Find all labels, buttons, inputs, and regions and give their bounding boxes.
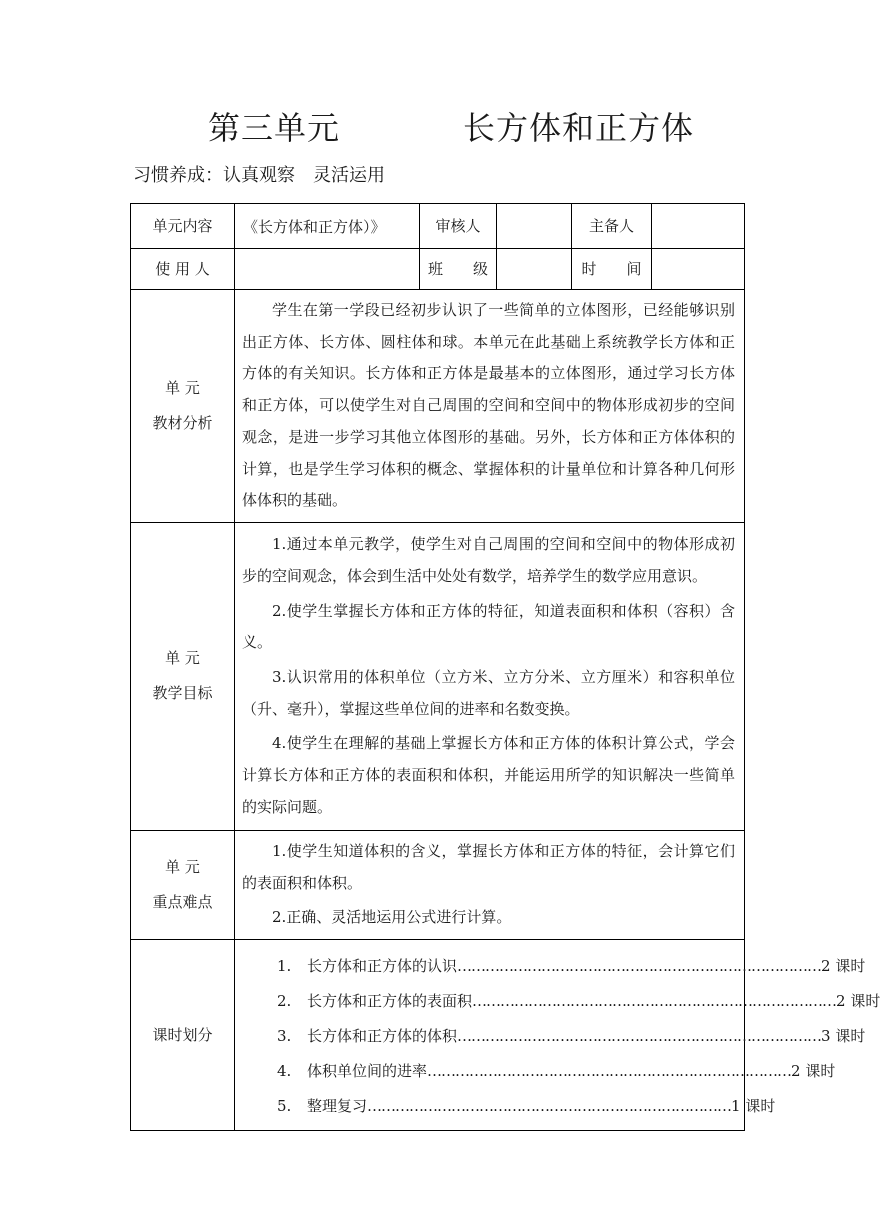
schedule-item-leader: ……………………………………………………………………: [457, 1027, 822, 1046]
schedule-item-topic: 长方体和正方体的表面积: [307, 992, 473, 1011]
schedule-item-duration: 2 课时: [821, 957, 866, 976]
header-row-2: [131, 249, 745, 290]
goals-label-line2: 教学目标: [152, 684, 213, 703]
schedule-item-duration: 2 课时: [836, 992, 880, 1011]
analysis-text: 学生在第一学段已经初步认识了一些简单的立体图形，已经能够识别出正方体、长方体、圆柱体和球。本单元在此基础上系统教学长方体和正方体的有关知识。长方体和正方体是最基本的立体图形，通过学习长方体和正方体，可以使学生对自己周围的空间和空间中的物体形成初步的空间观念，是进一步学习其他立体图形的基础。另外，长方体和正方体体积的计算，也是学生学习体积的概念、掌握体积的计量单位和计算各种几何形体体积的基础。: [242, 301, 735, 510]
user-value: [235, 249, 420, 290]
schedule-item-topic: 整理复习: [307, 1097, 368, 1116]
key-points-label: [131, 830, 235, 939]
schedule-item-number: 3.: [277, 1027, 292, 1046]
schedule-item-duration: 1 课时: [731, 1097, 776, 1116]
goal-item: 2.使学生掌握长方体和正方体的特征，知道表面积和体积（容积）含义。: [242, 601, 735, 652]
goals-label: [131, 522, 235, 830]
preparer-value: [652, 204, 745, 249]
preparer-label: 主备人: [572, 204, 652, 249]
analysis-row: [131, 290, 745, 523]
goal-item: 4.使学生在理解的基础上掌握长方体和正方体的体积计算公式，学会计算长方体和正方体的表面积和体积，并能运用所学的知识解决一些简单的实际问题。: [242, 734, 735, 816]
time-label: 时 间: [572, 249, 652, 290]
habit-line: 习惯养成：认真观察 灵活运用: [133, 165, 385, 186]
goal-item: 1.通过本单元教学，使学生对自己周围的空间和空间中的物体形成初步的空间观念，体会到生活中处处有数学，培养学生的数学应用意识。: [242, 535, 735, 585]
unit-number-title: 第三单元: [208, 109, 341, 147]
schedule-list: [235, 940, 880, 1131]
goals-text-cell: [235, 522, 745, 830]
key-point-item: 1.使学生知道体积的含义，掌握长方体和正方体的特征，会计算它们的表面积和体积。: [242, 841, 735, 892]
analysis-label-line2: 教材分析: [152, 413, 213, 432]
key-points-label-line2: 重点难点: [152, 892, 213, 911]
schedule-item-number: 1.: [277, 957, 292, 976]
schedule-item-topic: 体积单位间的进率: [307, 1062, 428, 1081]
schedule-item-leader: ……………………………………………………………………: [427, 1062, 792, 1081]
schedule-item-topic: 长方体和正方体的体积: [307, 1027, 458, 1046]
schedule-item: [277, 1019, 866, 1054]
schedule-item-number: 4.: [277, 1062, 292, 1081]
header-row-1: [131, 204, 745, 249]
goal-item: 3.认识常用的体积单位（立方米、立方分米、立方厘米）和容积单位（升、毫升），掌握这些单位间的进率和名数变换。: [242, 668, 735, 718]
key-point-item: 2.正确、灵活地运用公式进行计算。: [272, 908, 512, 927]
schedule-item-leader: ……………………………………………………………………: [472, 992, 837, 1011]
reviewer-label: 审核人: [420, 204, 497, 249]
schedule-label: 课时划分: [131, 940, 235, 1131]
schedule-item-number: 5.: [277, 1097, 292, 1116]
time-value: [652, 249, 745, 290]
schedule-item-duration: 2 课时: [791, 1062, 836, 1081]
schedule-item: [277, 1054, 836, 1089]
analysis-label: [131, 290, 235, 523]
goals-row: [131, 522, 745, 830]
unit-content-value: 《长方体和正方体）》: [235, 204, 420, 249]
schedule-item: [277, 984, 880, 1019]
goals-label-line1: 单 元: [165, 649, 200, 668]
key-points-row: [131, 830, 745, 939]
user-label: 使 用 人: [131, 249, 235, 290]
unit-plan-table: [130, 203, 880, 1131]
schedule-item: [277, 949, 866, 984]
class-label: 班 级: [420, 249, 497, 290]
analysis-text-cell: [235, 290, 745, 523]
schedule-item: [277, 1089, 776, 1124]
unit-name-title: 长方体和正方体: [463, 109, 695, 147]
schedule-item-number: 2.: [277, 992, 292, 1011]
class-value: [497, 249, 572, 290]
analysis-label-line1: 单 元: [165, 378, 200, 397]
schedule-item-topic: 长方体和正方体的认识: [307, 957, 458, 976]
unit-content-label: 单元内容: [131, 204, 235, 249]
schedule-row: [131, 940, 745, 1131]
schedule-item-duration: 3 课时: [821, 1027, 866, 1046]
reviewer-value: [497, 204, 572, 249]
key-points-text-cell: [235, 830, 745, 939]
key-points-label-line1: 单 元: [165, 857, 200, 876]
page-title: [0, 106, 860, 150]
schedule-item-leader: ……………………………………………………………………: [367, 1097, 732, 1116]
schedule-item-leader: ……………………………………………………………………: [457, 957, 822, 976]
